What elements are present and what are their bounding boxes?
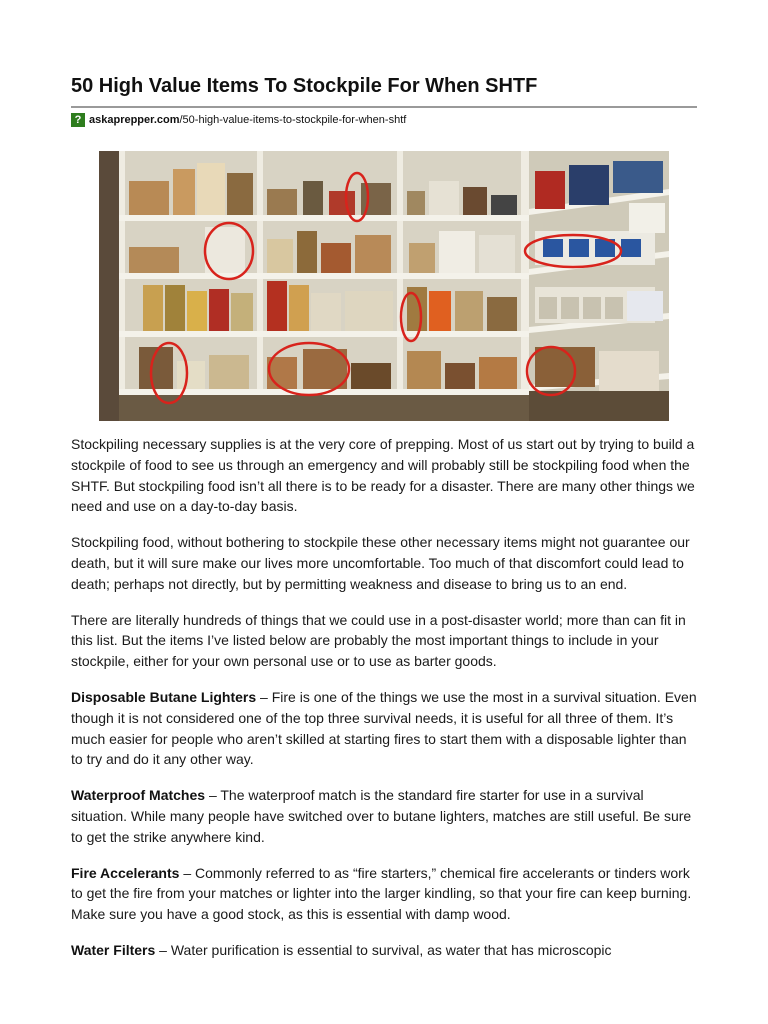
paragraph-lead: Fire Accelerants <box>71 864 180 881</box>
pantry-shelves-photo <box>99 151 669 421</box>
paragraph <box>71 532 697 594</box>
title-divider <box>71 106 697 108</box>
paragraph <box>71 785 697 847</box>
question-icon: ? <box>71 113 85 127</box>
paragraph-text: – Water purification is essential to survival, as water that has microscopic <box>155 941 612 958</box>
article-body <box>71 434 697 976</box>
paragraph-text: Stockpiling necessary supplies is at the very core of prepping. Most of us start out by trying to build a stockpile of food to see us through an emergency and will probably still be stockpiling food when the SHTF. But stockpiling food isn’t all there is to be ready for a disaster. There are many other things we need and use on a day-to-day basis. <box>71 436 695 515</box>
paragraph-text: – Fire is one of the things we use the most in a survival situation. Even though it is not considered one of the top three survival needs, it is useful for all three of them. It’s much easier for people who aren’t skilled at starting fires to start them with a disposable lighter than to try and do it any other way. <box>71 688 697 768</box>
paragraph-text: There are literally hundreds of things that we could use in a post-disaster world; more than can fit in this list. But the items I’ve listed below are probably the most important things to include in your stockpile, either for your own personal use or to use as barter goods. <box>71 611 686 670</box>
paragraph-text: – Commonly referred to as “fire starters,” chemical fire accelerants or tinders work to get the fire from your matches or lighter into the larger kindling, so that your fire can keep burning. Make sure you have a good stock, as this is essential with damp wood. <box>71 864 692 923</box>
paragraph-lead: Water Filters <box>71 941 156 958</box>
paragraph <box>71 610 697 672</box>
paragraph <box>71 940 697 961</box>
source-domain-link[interactable]: askaprepper.com <box>89 114 180 126</box>
article-title: 50 High Value Items To Stockpile For When SHTF <box>71 75 538 97</box>
source-path: /50-high-value-items-to-stockpile-for-when-shtf <box>179 114 407 126</box>
paragraph-lead: Disposable Butane Lighters <box>71 688 257 705</box>
paragraph <box>71 687 697 770</box>
paragraph-text: – The waterproof match is the standard fire starter for use in a survival situation. While many people have switched over to butane lighters, matches are still useful. Be sure to get the strike anywhere kind. <box>71 787 692 845</box>
paragraph-text: Stockpiling food, without bothering to stockpile these other necessary items might not guarantee our death, but it will sure make our lives more uncomfortable. Too much of that discomfort could lead to death; perhaps not directly, but by permitting weakness and disease to bring us to an end. <box>71 534 690 592</box>
paragraph <box>71 434 697 517</box>
source-line <box>71 112 406 128</box>
paragraph-lead: Waterproof Matches <box>71 787 206 804</box>
paragraph <box>71 863 697 925</box>
